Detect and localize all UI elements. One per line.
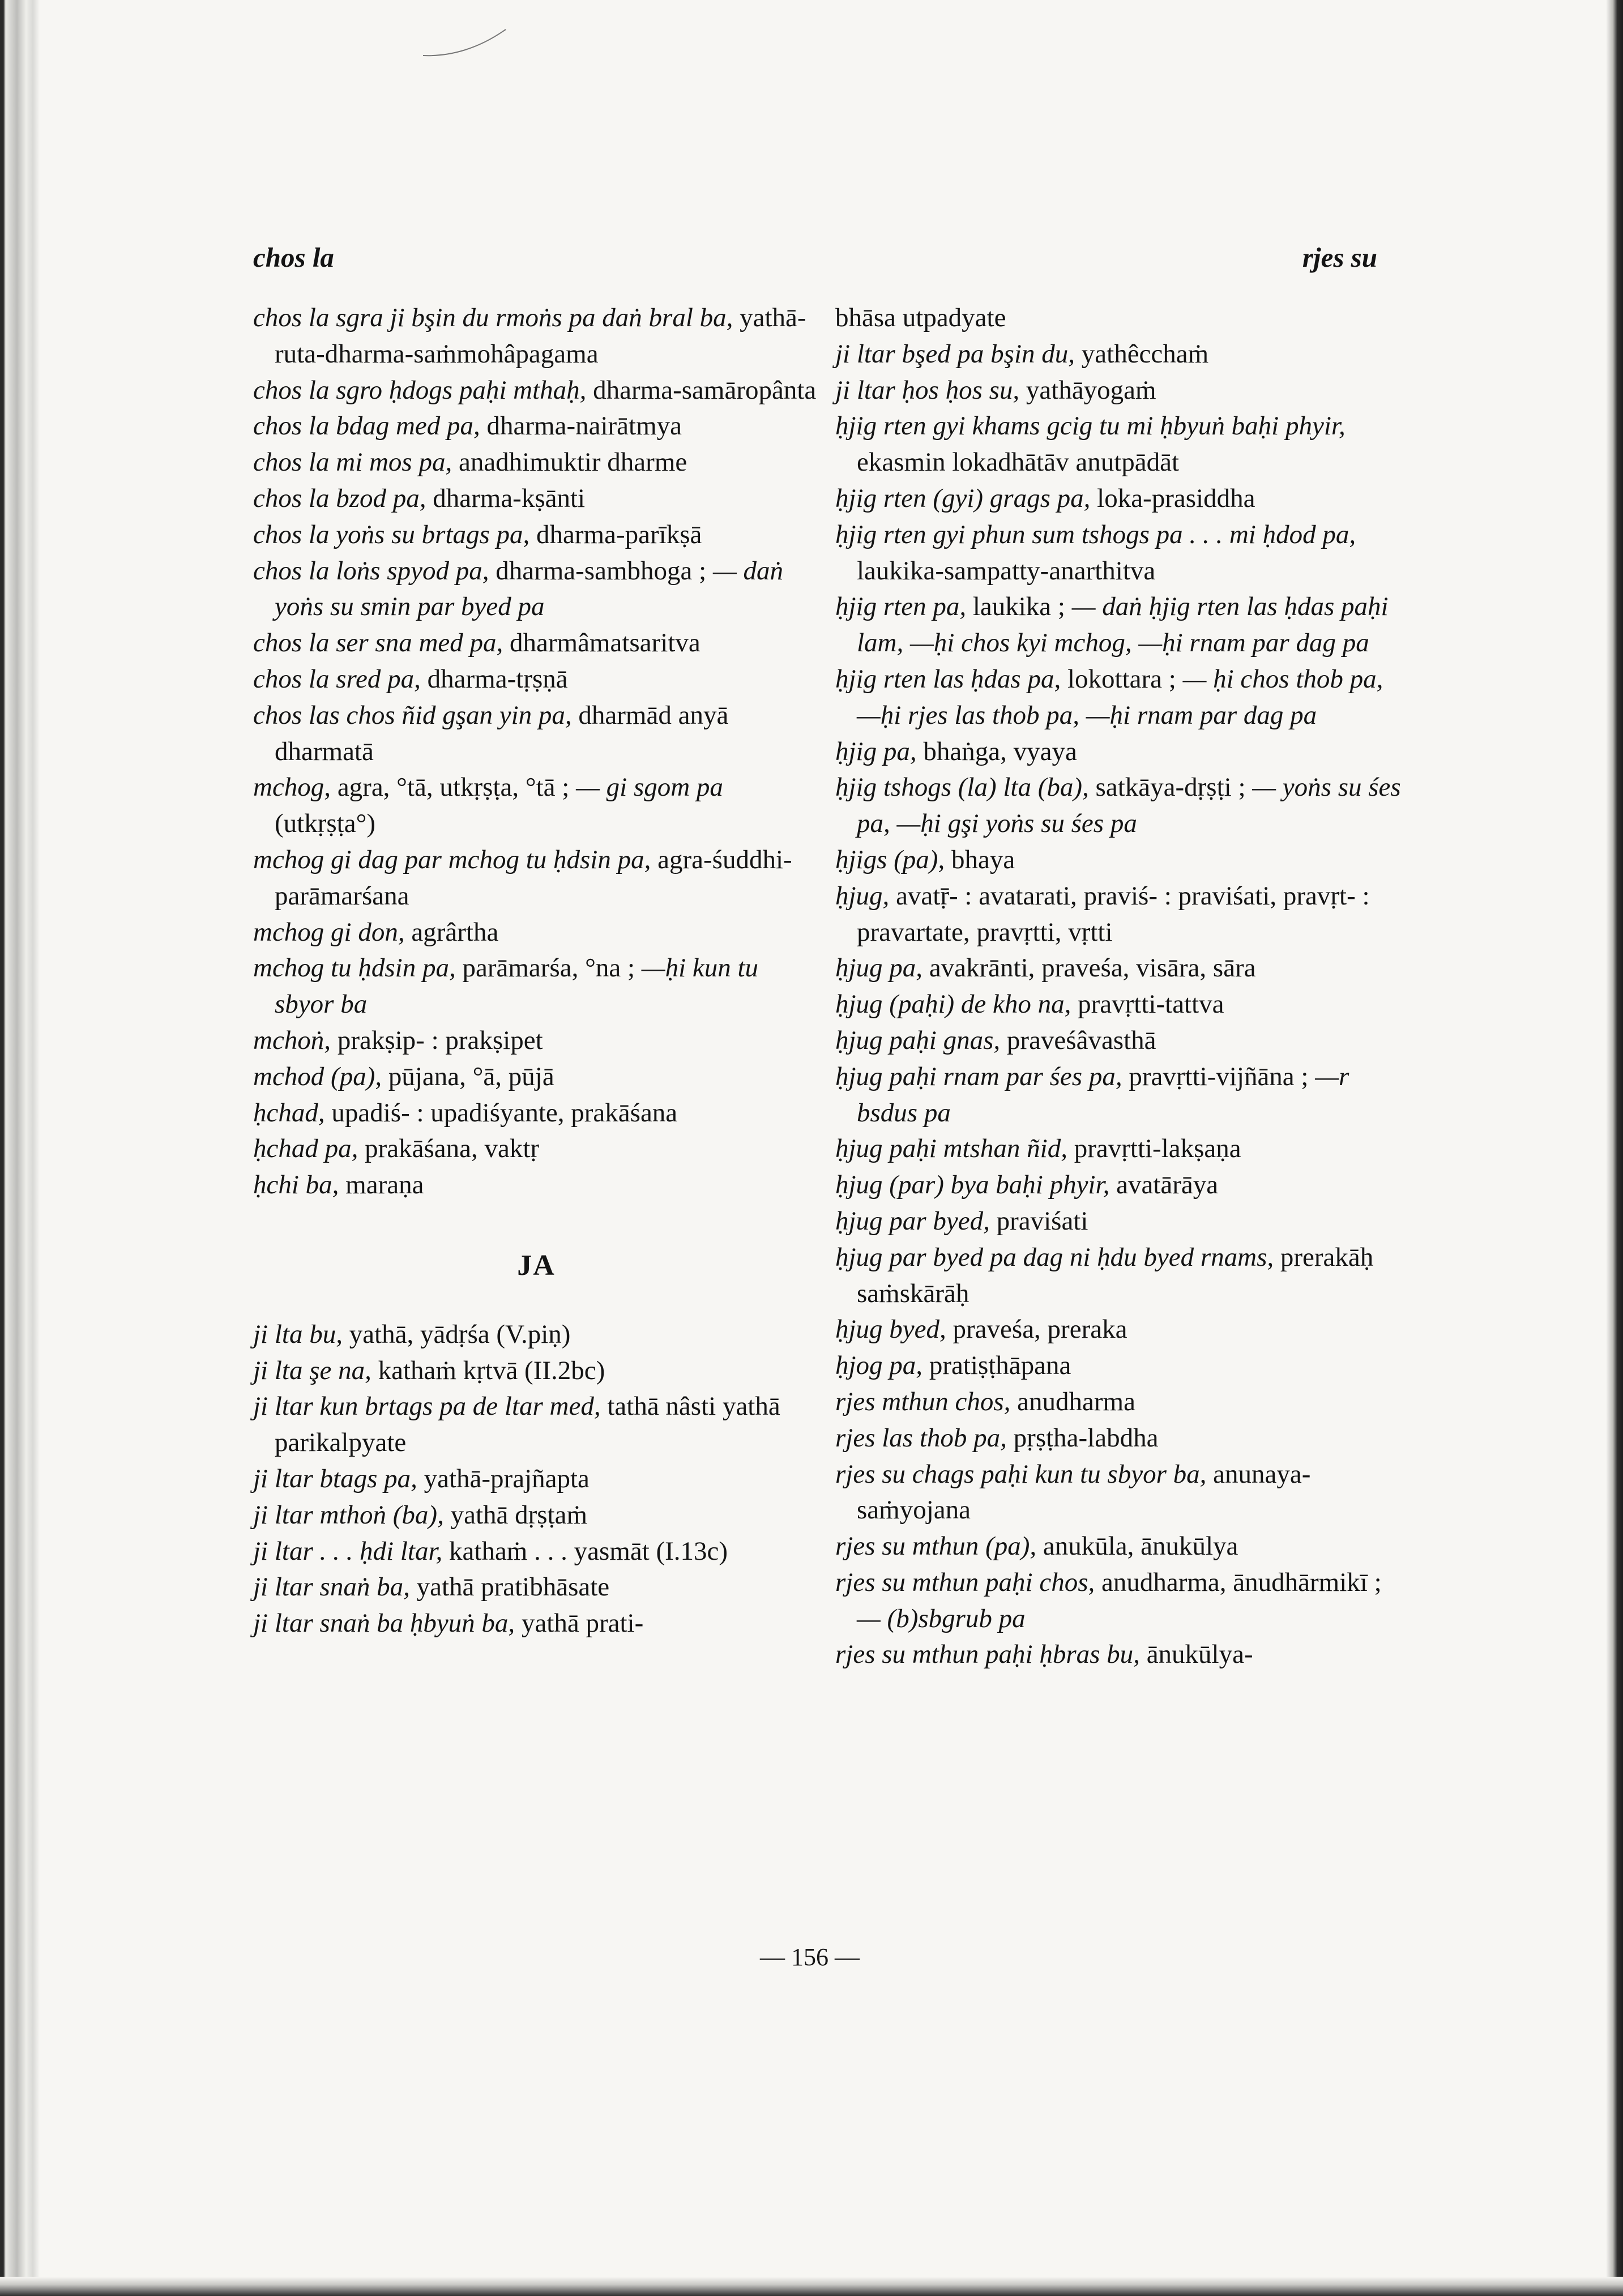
dictionary-entry	[253, 373, 819, 409]
tibetan-subentry: —r bsdus pa	[857, 1061, 1349, 1128]
sanskrit-equivalent: praveśa, preraka	[953, 1315, 1127, 1345]
dictionary-entry	[835, 408, 1402, 481]
scanned-page-bottom-edge	[0, 2277, 1623, 2296]
sanskrit-equivalent: ekasmin lokadhātāv anutpādāt	[857, 447, 1180, 477]
tibetan-headword: chos la sgro ḥdogs paḥi mthaḥ,	[253, 375, 587, 405]
dictionary-entry	[835, 950, 1402, 987]
tibetan-headword: ji ltar . . . ḥdi ltar,	[253, 1536, 443, 1566]
dictionary-entry	[835, 589, 1402, 662]
sanskrit-equivalent: pravṛtti-lakṣaṇa	[1074, 1134, 1241, 1164]
sanskrit-subequivalent: (utkṛṣṭa°)	[275, 809, 376, 839]
dictionary-entry	[835, 1348, 1402, 1384]
sanskrit-equivalent: yathā pratibhāsate	[416, 1572, 610, 1602]
tibetan-headword: ḥjig pa,	[835, 736, 917, 766]
tibetan-headword: ji lta bu,	[253, 1319, 343, 1349]
tibetan-headword: ḥjig rten gyi khams gcig tu mi ḥbyuṅ baḥi phyir,	[835, 411, 1346, 441]
sanskrit-equivalent: dharmâmatsaritva	[510, 628, 701, 658]
dictionary-entry	[835, 662, 1402, 734]
dictionary-entry	[835, 1131, 1402, 1167]
dictionary-entry	[253, 1569, 819, 1606]
tibetan-headword: ḥjig rten pa,	[835, 592, 967, 622]
scanned-page-binding-edge	[0, 0, 40, 2296]
sanskrit-equivalent: dharma-parīkṣā	[536, 519, 702, 549]
tibetan-headword: mchog gi don,	[253, 917, 405, 947]
tibetan-headword: mchog gi dag par mchog tu ḥdsin pa,	[253, 844, 651, 874]
tibetan-headword: ḥjug,	[835, 881, 890, 911]
dictionary-entry	[835, 300, 1402, 336]
dictionary-entry	[253, 517, 819, 553]
tibetan-headword: ḥjug par byed,	[835, 1206, 990, 1236]
tibetan-subentry: — (b)sbgrub pa	[857, 1603, 1026, 1633]
dictionary-entry	[253, 662, 819, 698]
tibetan-headword: ḥjug paḥi gnas,	[835, 1025, 1001, 1055]
dictionary-entry	[835, 336, 1402, 373]
dictionary-entry	[253, 1131, 819, 1167]
sanskrit-equivalent: anukūla, ānukūlya	[1043, 1531, 1238, 1561]
dictionary-entry	[253, 1023, 819, 1059]
tibetan-headword: rjes mthun chos,	[835, 1386, 1011, 1416]
sanskrit-equivalent: dharma-samāropânta	[593, 375, 817, 405]
sanskrit-equivalent: pūjana, °ā, pūjā	[388, 1061, 554, 1091]
dictionary-entry	[835, 1023, 1402, 1059]
sanskrit-equivalent: dharma-sambhoga ;	[496, 556, 707, 586]
sanskrit-equivalent: loka-prasiddha	[1097, 483, 1255, 513]
sanskrit-equivalent: pṛṣṭha-labdha	[1013, 1423, 1159, 1453]
section-heading-ja: JA	[517, 1249, 556, 1282]
tibetan-headword: rjes su chags paḥi kun tu sbyor ba,	[835, 1459, 1207, 1489]
dictionary-entry	[253, 1353, 819, 1389]
sanskrit-equivalent: dharma-nairātmya	[486, 411, 682, 441]
tibetan-subentry: — daṅ yoṅs su smin par byed pa	[275, 556, 783, 622]
sanskrit-equivalent: yathêcchaṁ	[1081, 339, 1209, 369]
dictionary-entry	[835, 987, 1402, 1023]
dictionary-entry	[253, 300, 819, 373]
dictionary-entry	[253, 1095, 819, 1132]
tibetan-headword: rjes las thob pa,	[835, 1423, 1007, 1453]
sanskrit-equivalent: prerakāḥ saṁskārāḥ	[857, 1242, 1374, 1308]
sanskrit-equivalent: avakrānti, praveśa, visāra, sāra	[929, 953, 1256, 983]
dictionary-entry	[835, 1565, 1402, 1637]
dictionary-entry	[835, 1637, 1402, 1673]
sanskrit-equivalent: praveśâvasthā	[1006, 1025, 1156, 1055]
tibetan-headword: mchog tu ḥdsin pa,	[253, 953, 456, 983]
left-column-entries-cha	[253, 300, 819, 1204]
dictionary-entry	[253, 553, 819, 626]
dictionary-entry	[253, 950, 819, 1023]
tibetan-headword: ḥjig rten las ḥdas pa,	[835, 664, 1061, 694]
sanskrit-equivalent: avatṝ- : avatarati, praviś- : praviśati, pravṛt- : pravartate, pravṛtti, vṛtti	[857, 881, 1370, 947]
dictionary-entry	[835, 1204, 1402, 1240]
tibetan-headword: ji lta şe na,	[253, 1355, 371, 1385]
pen-stroke-mark	[422, 27, 507, 61]
dictionary-entry	[835, 1059, 1402, 1132]
sanskrit-equivalent: pratiṣṭhāpana	[929, 1351, 1071, 1381]
tibetan-headword: mchoṅ,	[253, 1025, 331, 1055]
sanskrit-equivalent: yathā, yādṛśa (V.piṇ)	[349, 1319, 571, 1349]
sanskrit-equivalent: dharmād anyā dharmatā	[275, 700, 729, 766]
right-column-entries	[835, 300, 1402, 1673]
dictionary-entry	[835, 842, 1402, 878]
tibetan-headword: rjes su mthun paḥi chos,	[835, 1567, 1095, 1597]
tibetan-headword: mchog,	[253, 773, 331, 803]
sanskrit-equivalent: lokottara ;	[1067, 664, 1176, 694]
dictionary-entry	[253, 770, 819, 842]
sanskrit-equivalent: yathā-prajñapta	[424, 1463, 590, 1493]
tibetan-headword: ji ltar btags pa,	[253, 1463, 417, 1493]
tibetan-headword: ḥchi ba,	[253, 1170, 339, 1200]
sanskrit-equivalent: bhāsa utpadyate	[835, 303, 1006, 332]
tibetan-headword: ḥjog pa,	[835, 1351, 923, 1381]
dictionary-entry	[253, 445, 819, 481]
sanskrit-equivalent: laukika ;	[972, 592, 1065, 622]
dictionary-entry	[253, 1461, 819, 1497]
dictionary-entry	[835, 517, 1402, 590]
tibetan-headword: ji ltar snaṅ ba ḥbyuṅ ba,	[253, 1608, 515, 1638]
running-head-left: chos la	[253, 242, 334, 273]
tibetan-headword: ḥchad pa,	[253, 1134, 358, 1164]
dictionary-entry	[253, 1497, 819, 1534]
tibetan-headword: chos la loṅs spyod pa,	[253, 556, 489, 586]
sanskrit-equivalent: praviśati	[996, 1206, 1088, 1236]
dictionary-entry	[253, 1606, 819, 1642]
tibetan-headword: chos las chos ñid gşan yin pa,	[253, 700, 572, 730]
dictionary-entry	[835, 1384, 1402, 1420]
left-column	[253, 300, 819, 1642]
tibetan-headword: ḥjug (paḥi) de kho na,	[835, 989, 1071, 1019]
tibetan-headword: ji ltar ḥos ḥos su,	[835, 375, 1020, 405]
tibetan-headword: mchod (pa),	[253, 1061, 382, 1091]
sanskrit-equivalent: bhaṅga, vyaya	[923, 736, 1077, 766]
dictionary-entry	[253, 1317, 819, 1353]
sanskrit-equivalent: parāmarśa, °na ;	[462, 953, 635, 983]
dictionary-entry	[253, 1167, 819, 1204]
dictionary-entry	[835, 734, 1402, 770]
sanskrit-equivalent: anudharma, ānudhārmikī ;	[1101, 1567, 1382, 1597]
dictionary-entry	[253, 1534, 819, 1570]
right-column	[835, 300, 1402, 1673]
tibetan-subentry: — yoṅs su śes pa, —ḥi gşi yoṅs su śes pa	[857, 773, 1401, 839]
tibetan-headword: ḥjug paḥi rnam par śes pa,	[835, 1061, 1122, 1091]
tibetan-headword: chos la sgra ji bşin du rmoṅs pa daṅ bral ba,	[253, 303, 733, 332]
tibetan-headword: chos la bzod pa,	[253, 483, 426, 513]
tibetan-headword: ḥjig rten gyi phun sum tshogs pa . . . mi ḥdod pa,	[835, 519, 1356, 549]
sanskrit-equivalent: prakṣip- : prakṣipet	[337, 1025, 543, 1055]
sanskrit-equivalent: pravṛtti-vijñāna ;	[1129, 1061, 1309, 1091]
tibetan-headword: ji ltar kun brtags pa de ltar med,	[253, 1392, 601, 1422]
sanskrit-equivalent: dharma-kṣānti	[433, 483, 586, 513]
sanskrit-equivalent: upadiś- : upadiśyante, prakāśana	[331, 1098, 678, 1128]
sanskrit-equivalent: yathā-ruta-dharma-saṁmohâpagama	[275, 303, 806, 369]
sanskrit-equivalent: agra, °tā, utkṛṣṭa, °tā ;	[337, 773, 570, 803]
dictionary-entry	[835, 1312, 1402, 1348]
tibetan-headword: ḥjug pa,	[835, 953, 923, 983]
tibetan-headword: ḥjigs (pa),	[835, 844, 945, 874]
tibetan-headword: rjes su mthun paḥi ḥbras bu,	[835, 1640, 1140, 1670]
dictionary-entry	[253, 1389, 819, 1461]
tibetan-headword: ḥchad,	[253, 1098, 325, 1128]
tibetan-subentry: — ḥi chos thob pa, —ḥi rjes las thob pa, —ḥi rnam par dag pa	[857, 664, 1383, 730]
sanskrit-equivalent: kathaṁ . . . yasmāt (I.13c)	[449, 1536, 728, 1566]
sanskrit-equivalent: satkāya-dṛṣṭi ;	[1095, 773, 1246, 803]
tibetan-headword: ḥjug (par) bya baḥi phyir,	[835, 1170, 1110, 1200]
dictionary-entry	[253, 408, 819, 445]
sanskrit-equivalent: agrârtha	[411, 917, 499, 947]
dictionary-entry	[835, 1167, 1402, 1204]
tibetan-headword: ji ltar mthoṅ (ba),	[253, 1500, 444, 1530]
sanskrit-equivalent: anadhimuktir dharme	[458, 447, 687, 477]
tibetan-headword: chos la yoṅs su brtags pa,	[253, 519, 530, 549]
dictionary-entry	[835, 1457, 1402, 1529]
scanned-page-right-edge	[1606, 0, 1623, 2296]
sanskrit-equivalent: dharma-tṛṣṇā	[427, 664, 568, 694]
sanskrit-equivalent: yathāyogaṁ	[1026, 375, 1156, 405]
dictionary-entry	[835, 373, 1402, 409]
tibetan-headword: ḥjug par byed pa dag ni ḥdu byed rnams,	[835, 1242, 1274, 1272]
tibetan-headword: rjes su mthun (pa),	[835, 1531, 1037, 1561]
tibetan-subentry: — daṅ ḥjig rten las ḥdas paḥi lam, —ḥi chos kyi mchog, —ḥi rnam par dag pa	[857, 592, 1389, 658]
sanskrit-equivalent: laukika-sampatty-anarthitva	[857, 556, 1156, 586]
sanskrit-equivalent: prakāśana, vaktṛ	[365, 1134, 540, 1164]
running-head-right: rjes su	[1302, 242, 1377, 273]
dictionary-entry	[253, 1059, 819, 1095]
tibetan-headword: chos la bdag med pa,	[253, 411, 480, 441]
dictionary-entry	[835, 770, 1402, 842]
tibetan-headword: ḥjug byed,	[835, 1315, 946, 1345]
tibetan-headword: ji ltar bşed pa bşin du,	[835, 339, 1075, 369]
sanskrit-equivalent: agra-śuddhi-parāmarśana	[275, 844, 792, 911]
sanskrit-equivalent: ānukūlya-	[1146, 1640, 1253, 1670]
dictionary-entry	[253, 698, 819, 770]
dictionary-entry	[835, 1240, 1402, 1312]
dictionary-entry	[253, 915, 819, 951]
sanskrit-equivalent: yathā prati-	[521, 1608, 644, 1638]
tibetan-headword: chos la mi mos pa,	[253, 447, 452, 477]
sanskrit-equivalent: bhaya	[951, 844, 1015, 874]
tibetan-headword: ji ltar snaṅ ba,	[253, 1572, 410, 1602]
sanskrit-equivalent: anudharma	[1017, 1386, 1135, 1416]
sanskrit-equivalent: avatārāya	[1116, 1170, 1219, 1200]
tibetan-headword: ḥjig tshogs (la) lta (ba),	[835, 773, 1089, 803]
sanskrit-equivalent: yathā dṛṣṭaṁ	[450, 1500, 588, 1530]
sanskrit-equivalent: tathā nâsti yathā parikalpyate	[275, 1392, 780, 1458]
sanskrit-equivalent: pravṛtti-tattva	[1078, 989, 1224, 1019]
dictionary-entry	[253, 625, 819, 662]
tibetan-subentry: — gi sgom pa	[576, 773, 723, 803]
sanskrit-equivalent: kathaṁ kṛtvā (II.2bc)	[378, 1355, 605, 1385]
dictionary-entry	[835, 1529, 1402, 1565]
sanskrit-equivalent: anunaya-saṁyojana	[857, 1459, 1311, 1525]
dictionary-entry	[835, 1420, 1402, 1457]
dictionary-entry	[253, 842, 819, 915]
page-number: — 156 —	[760, 1943, 860, 1971]
tibetan-headword: chos la sred pa,	[253, 664, 421, 694]
dictionary-entry	[835, 481, 1402, 517]
sanskrit-equivalent: maraṇa	[345, 1170, 424, 1200]
tibetan-subentry: —ḥi kun tu sbyor ba	[275, 953, 759, 1019]
tibetan-headword: chos la ser sna med pa,	[253, 628, 503, 658]
tibetan-headword: ḥjug paḥi mtshan ñid,	[835, 1134, 1067, 1164]
left-column-entries-ja	[253, 1317, 819, 1642]
dictionary-entry	[253, 481, 819, 517]
tibetan-headword: ḥjig rten (gyi) grags pa,	[835, 483, 1091, 513]
dictionary-entry	[835, 878, 1402, 951]
